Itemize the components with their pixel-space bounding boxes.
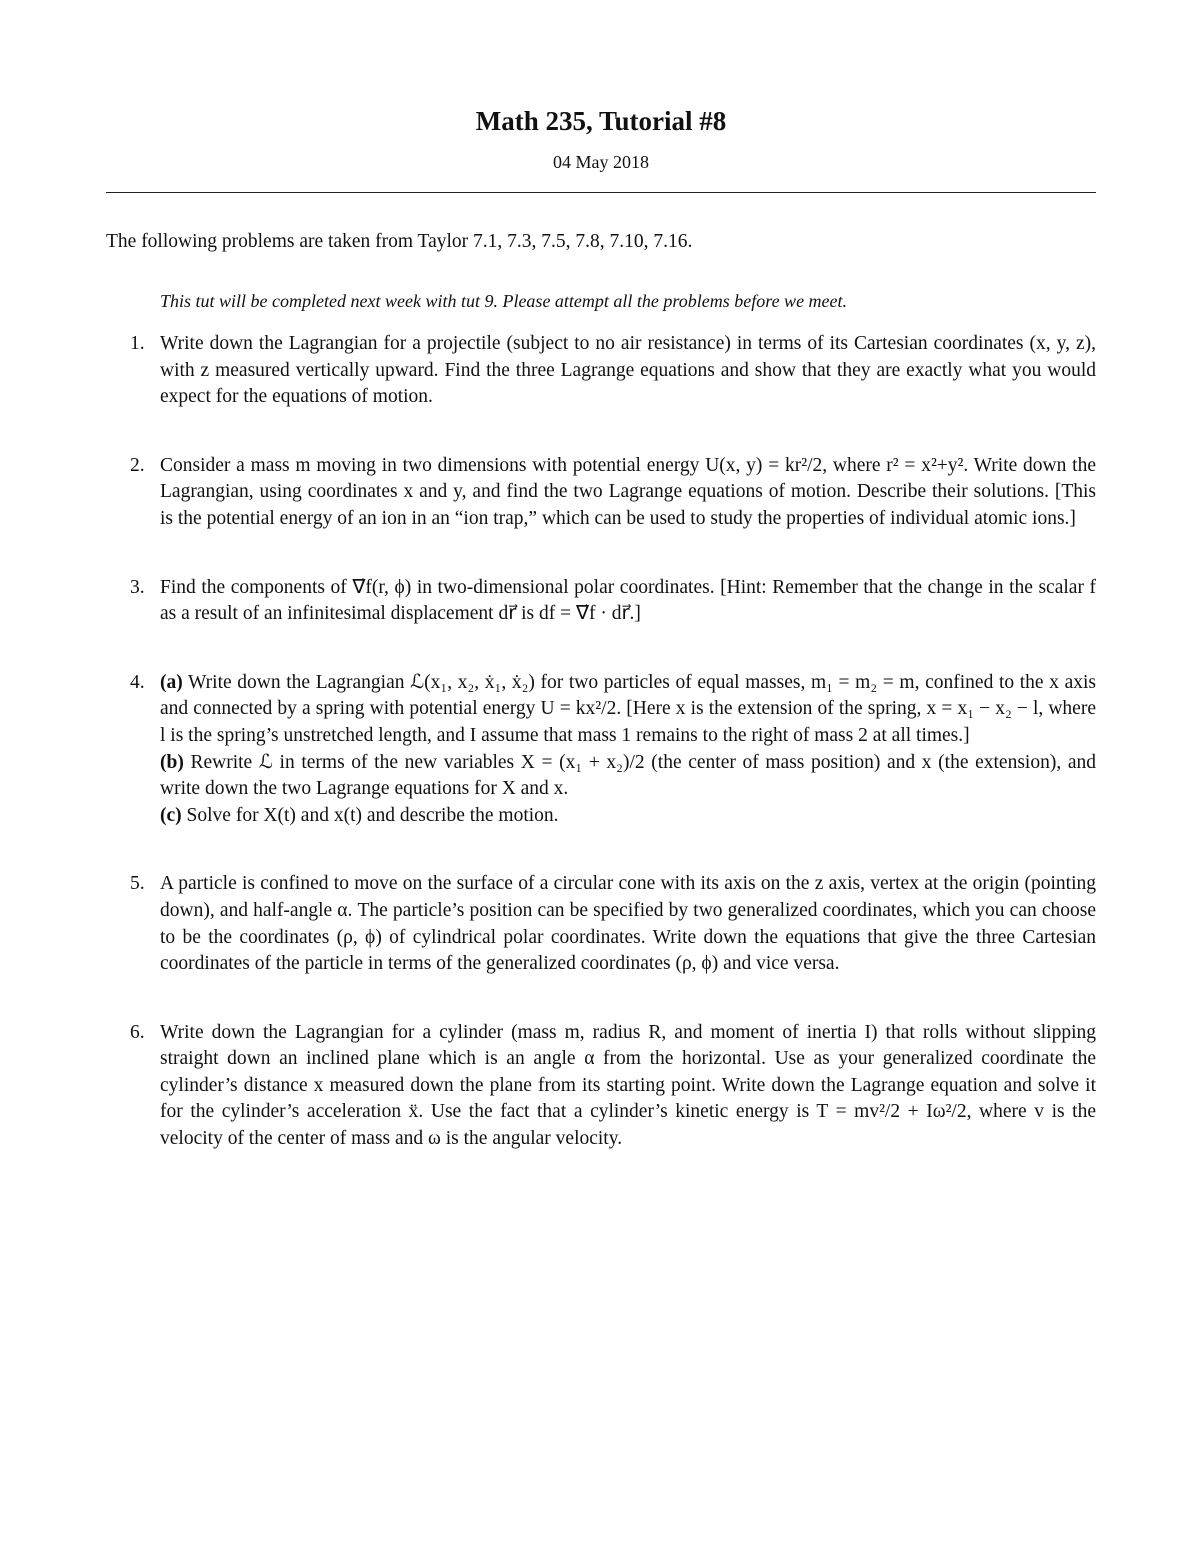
part-text: Rewrite ℒ in terms of the new variables X = (x₁ + x₂)/2 (the center of mass position) and x (the extension), and write down the two Lagrange equations for X and x. xyxy=(160,751,1097,800)
problem-number: 1. xyxy=(130,333,145,354)
problem-4 xyxy=(106,670,1096,830)
part-text: Solve for X(t) and x(t) and describe the motion. xyxy=(186,804,559,826)
problem-number: 3. xyxy=(130,576,145,598)
problem-4-part-a xyxy=(160,670,1096,750)
problem-text: Write down the Lagrangian for a cylinder (mass m, radius R, and moment of inertia I) that rolls without slipping straight down an inclined plane which is an angle α from the horizontal. Use as your generalized coordinate the cylinder’s distance x measured down the plane from its starting point. Write down the Lagrange equation and solve it for the cylinder’s acceleration ẍ. Use the fact that a cylinder’s kinetic energy is T = mv²/2 + Iω²/2, where v is the velocity of the center of mass and ω is the angular velocity. xyxy=(160,1021,1096,1150)
problem-text: A particle is confined to move on the surface of a circular cone with its axis on the z axis, vertex at the origin (pointing down), and half-angle α. The particle’s position can be specified by two generalized coordinates, which you can choose to be the coordinates (ρ, ϕ) of cylindrical polar coordinates. Write down the equations that give the three Cartesian coordinates of the particle in terms of the generalized coordinates (ρ, ϕ) and vice versa. xyxy=(160,873,1096,975)
page-date: 04 May 2018 xyxy=(553,152,649,172)
part-text: Write down the Lagrangian ℒ(x₁, x₂, ẋ₁, ẋ₂) for two particles of equal masses, m₁ = m₂ = m, confined to the x axis and connected by a spring with potential energy U = kx²/2. [Here x is the extension of the spring, x = x₁ − x₂ − l, where l is the spring’s unstretched length, and I assume that mass 1 remains to the right of mass 2 at all times.] xyxy=(160,671,1097,746)
instruction-note: This tut will be completed next week with tut 9. Please attempt all the problems before we meet. xyxy=(160,291,848,311)
problem-3 xyxy=(106,575,1096,628)
page-title: Math 235, Tutorial #8 xyxy=(475,106,727,136)
problem-5 xyxy=(106,871,1096,977)
document-page xyxy=(106,96,1096,1195)
title-divider xyxy=(106,192,1096,193)
part-label: (b) xyxy=(160,751,184,773)
problem-text: Consider a mass m moving in two dimensions with potential energy U(x, y) = kr²/2, where r² = x²+y². Write down the Lagrangian, using coordinates x and y, and find the two Lagrange equations of motion. Describe their solutions. [This is the potential energy of an ion in an “ion trap,” which can be used to study the properties of individual atomic ions.] xyxy=(160,454,1096,529)
problem-4-part-c xyxy=(160,803,1096,830)
problem-number: 5. xyxy=(130,873,145,895)
problem-list xyxy=(106,331,1096,1153)
problem-6 xyxy=(106,1020,1096,1153)
problem-number: 4. xyxy=(130,671,145,693)
part-label: (a) xyxy=(160,671,183,693)
intro-text: The following problems are taken from Taylor 7.1, 7.3, 7.5, 7.8, 7.10, 7.16. xyxy=(106,231,693,252)
part-label: (c) xyxy=(160,804,182,826)
problem-text: Find the components of ∇⃗f(r, ϕ) in two-dimensional polar coordinates. [Hint: Remember that the change in the scalar f as a result of an infinitesimal displacement dr⃗ is df = ∇⃗f · dr⃗.] xyxy=(160,576,1096,625)
problem-1 xyxy=(106,331,1096,411)
problem-text: Write down the Lagrangian for a projectile (subject to no air resistance) in terms of its Cartesian coordinates (x, y, z), with z measured vertically upward. Find the three Lagrange equations and show that they are exactly what you would expect for the equations of motion. xyxy=(160,333,1096,408)
problem-number: 6. xyxy=(130,1021,145,1043)
problem-number: 2. xyxy=(130,454,145,476)
problem-2 xyxy=(106,453,1096,533)
problem-4-part-b xyxy=(160,750,1096,803)
